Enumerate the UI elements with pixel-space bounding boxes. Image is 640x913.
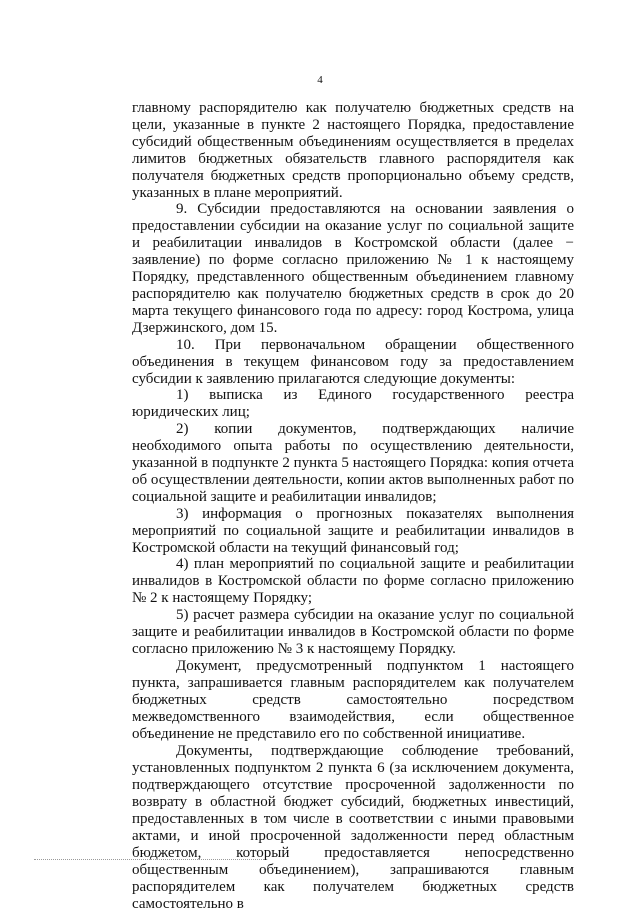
list-item-3: 3) информация о прогнозных показателях выполнения мероприятий по социальной защите и реабилитации инвалидов в Костромской области на текущий финансовый год; (132, 505, 574, 556)
list-item-2: 2) копии документов, подтверждающих наличие необходимого опыта работы по осуществлению деятельности, указанной в подпункте 2 пункта 5 настоящего Порядка: копия отчета об осуществлении деятельности, копии актов выполненных работ по социальной защите и реабилитации инвалидов; (132, 421, 575, 505)
list-item-4: 4) план мероприятий по социальной защите и реабилитации инвалидов в Костромской области по форме согласно приложению № 2 к настоящему Порядку; (132, 556, 574, 607)
footer-dotted-line (34, 859, 264, 860)
page-number: 4 (317, 74, 323, 86)
paragraph-continuation: главному распорядителю как получателю бюджетных средств на цели, указанные в пункте 2 настоящего Порядка, предоставление субсидий общественным объединениям осуществляется в пределах лимитов бюджетных обязательств главного распорядителя как получателя бюджетных средств пропорционально объему средств, указанных в плане мероприятий. (132, 100, 574, 201)
paragraph-documents-confirming: Документы, подтверждающие соблюдение требований, установленных подпунктом 2 пункта 6 (за исключением документа, подтверждающего отсутствие просроченной задолженности по возврату в областной бюджет субсидий, бюджетных инвестиций, предоставленных в том числе в соответствии с иными правовыми актами, и иной просроченной задолженности перед областным бюджетом, который предоставляется непосредственно общественным объединением), запрашиваются главным распорядителем как получателем бюджетных средств самостоятельно в (132, 743, 574, 912)
paragraph-document-request: Документ, предусмотренный подпунктом 1 настоящего пункта, запрашивается главным распорядителем как получателем бюджетных средств самостоятельно посредством межведомственного взаимодействия, если общественное объединение не представило его по собственной инициативе. (132, 657, 574, 742)
paragraph-10: 10. При первоначальном обращении общественного объединения в текущем финансовом году за предоставлением субсидии к заявлению прилагаются следующие документы: (132, 336, 574, 387)
list-item-5: 5) расчет размера субсидии на оказание услуг по социальной защите и реабилитации инвалидов в Костромской области по форме согласно приложению № 3 к настоящему Порядку. (132, 607, 574, 657)
list-item-1: 1) выписка из Единого государственного реестра юридических лиц; (132, 387, 574, 421)
paragraph-9: 9. Субсидии предоставляются на основании заявления о предоставлении субсидии на оказание услуг по социальной защите и реабилитации инвалидов в Костромской области (далее − заявление) по форме согласно приложению № 1 к настоящему Порядку, представленного общественным объединением главному распорядителю как получателю бюджетных средств в срок до 20 марта текущего финансового года по адресу: город Кострома, улица Дзержинского, дом 15. (132, 201, 574, 336)
document-body (132, 100, 574, 913)
